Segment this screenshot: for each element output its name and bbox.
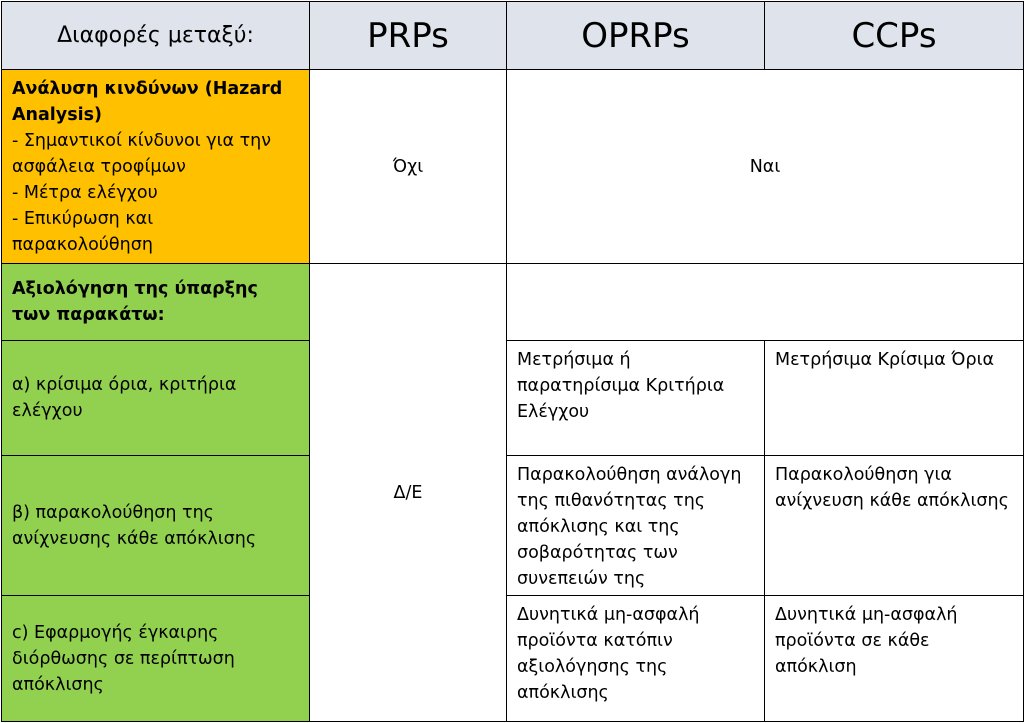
hazard-analysis-items: - Σημαντικοί κίνδυνοι για την ασφάλεια τροφίμων - Μέτρα ελέγχου - Επικύρωση και παρακολούθηση <box>12 130 272 255</box>
header-differences-between: Διαφορές μεταξύ: <box>2 2 310 70</box>
comparison-table <box>1 1 1024 722</box>
header-ccps: CCPs <box>765 2 1024 70</box>
monitoring-row <box>2 456 1024 596</box>
header-row <box>2 2 1024 70</box>
criteria-label: α) κρίσιμα όρια, κριτήρια ελέγχου <box>2 341 310 456</box>
monitoring-oprps: Παρακολούθηση ανάλογη της πιθανότητας της απόκλισης και της σοβαρότητας των συνεπειών της <box>507 456 765 596</box>
monitoring-label: β) παρακολούθηση της ανίχνευσης κάθε απόκλισης <box>2 456 310 596</box>
correction-ccps: Δυνητικά μη-ασφαλή προϊόντα σε κάθε απόκλιση <box>765 596 1024 722</box>
evaluation-title: Αξιολόγηση της ύπαρξης των παρακάτω: <box>2 264 310 341</box>
criteria-row <box>2 341 1024 456</box>
hazard-prps-value: Όχι <box>310 70 507 264</box>
hazard-analysis-cell <box>2 70 310 264</box>
evaluation-row <box>2 264 1024 341</box>
correction-oprps: Δυνητικά μη-ασφαλή προϊόντα κατόπιν αξιολόγησης της απόκλισης <box>507 596 765 722</box>
criteria-ccps: Μετρήσιμα Κρίσιμα Όρια <box>765 341 1024 456</box>
monitoring-ccps: Παρακολούθηση για ανίχνευση κάθε απόκλισης <box>765 456 1024 596</box>
header-oprps: OPRPs <box>507 2 765 70</box>
header-prps: PRPs <box>310 2 507 70</box>
hazard-analysis-row <box>2 70 1024 264</box>
hazard-analysis-title: Ανάλυση κινδύνων (Hazard Analysis) <box>12 78 283 125</box>
criteria-oprps: Μετρήσιμα ή παρατηρίσιμα Κριτήρια Ελέγχου <box>507 341 765 456</box>
evaluation-prps-value: Δ/Ε <box>310 264 507 722</box>
correction-label: c) Εφαρμογής έγκαιρης διόρθωσης σε περίπτωση απόκλισης <box>2 596 310 722</box>
evaluation-empty-cell <box>507 264 1024 341</box>
correction-row <box>2 596 1024 722</box>
hazard-oprps-ccps-value: Ναι <box>507 70 1024 264</box>
